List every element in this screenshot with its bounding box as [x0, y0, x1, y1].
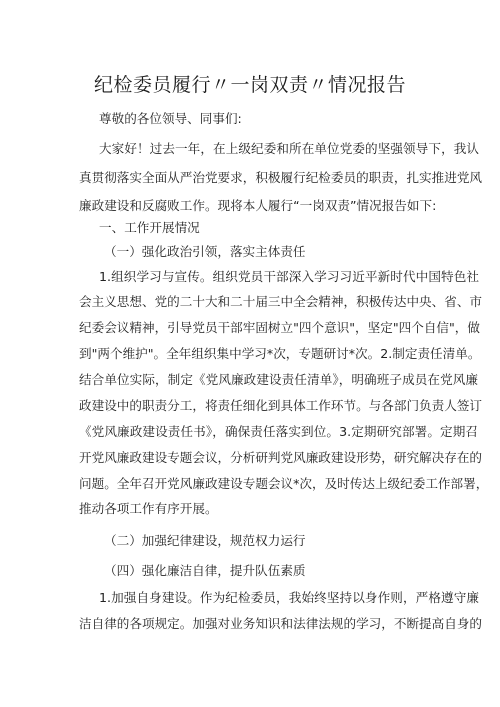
body-line: 大家好！过去一年，在上级纪委和所在单位党委的坚强领导下，我认 [99, 141, 479, 156]
body-line: 洁自律的各项规定。加强对业务知识和法律法规的学习，不断提高自身的 [79, 616, 482, 631]
body-line: 1.加强自身建设。作为纪检委员，我始终坚持以身作则，严格遵守廉 [99, 590, 479, 605]
body-line: 真贯彻落实全面从严治党要求，积极履行纪检委员的职责，扎实推进党风 [79, 170, 482, 185]
body-line: 廉政建设和反腐败工作。现将本人履行“一岗双责”情况报告如下: [79, 198, 437, 213]
body-line: 开党风廉政建设专题会议，分析研判党风廉政建设形势，研究解决存在的 [79, 450, 482, 465]
subsection-heading: （四）强化廉洁自律，提升队伍素质 [104, 563, 306, 578]
section-heading: 一、工作开展情况 [99, 220, 200, 235]
body-line: 1.组织学习与宣传。组织党员干部深入学习习近平新时代中国特色社 [99, 269, 479, 284]
body-line: 推动各项工作有序开展。 [79, 501, 218, 516]
body-line: 《党风廉政建设责任书》，确保责任落实到位。3.定期研究部署。定期召 [79, 424, 478, 439]
body-line: 会主义思想、党的二十大和二十届三中全会精神，积极传达中央、省、市 [79, 294, 482, 309]
salutation: 尊敬的各位领导、同事们: [99, 111, 242, 126]
body-line: 结合单位实际，制定《党风廉政建设责任清单》，明确班子成员在党风廉 [79, 372, 478, 387]
subsection-heading: （一）强化政治引领，落实主体责任 [104, 244, 306, 259]
body-line: 问题。全年召开党风廉政建设专题会议*次，及时传达上级纪委工作部署， [79, 476, 489, 491]
body-line: 政建设中的职责分工，将责任细化到具体工作环节。与各部门负责人签订 [79, 398, 482, 413]
body-line: 纪委会议精神，引导党员干部牢固树立"四个意识"，坚定"四个自信"，做 [79, 320, 480, 335]
subsection-heading: （二）加强纪律建设，规范权力运行 [104, 533, 306, 548]
report-title: 纪检委员履行〃一岗双责〃情况报告 [93, 74, 406, 96]
body-line: 到"两个维护"。全年组织集中学习*次，专题研讨*次。2.制定责任清单。 [79, 346, 481, 361]
